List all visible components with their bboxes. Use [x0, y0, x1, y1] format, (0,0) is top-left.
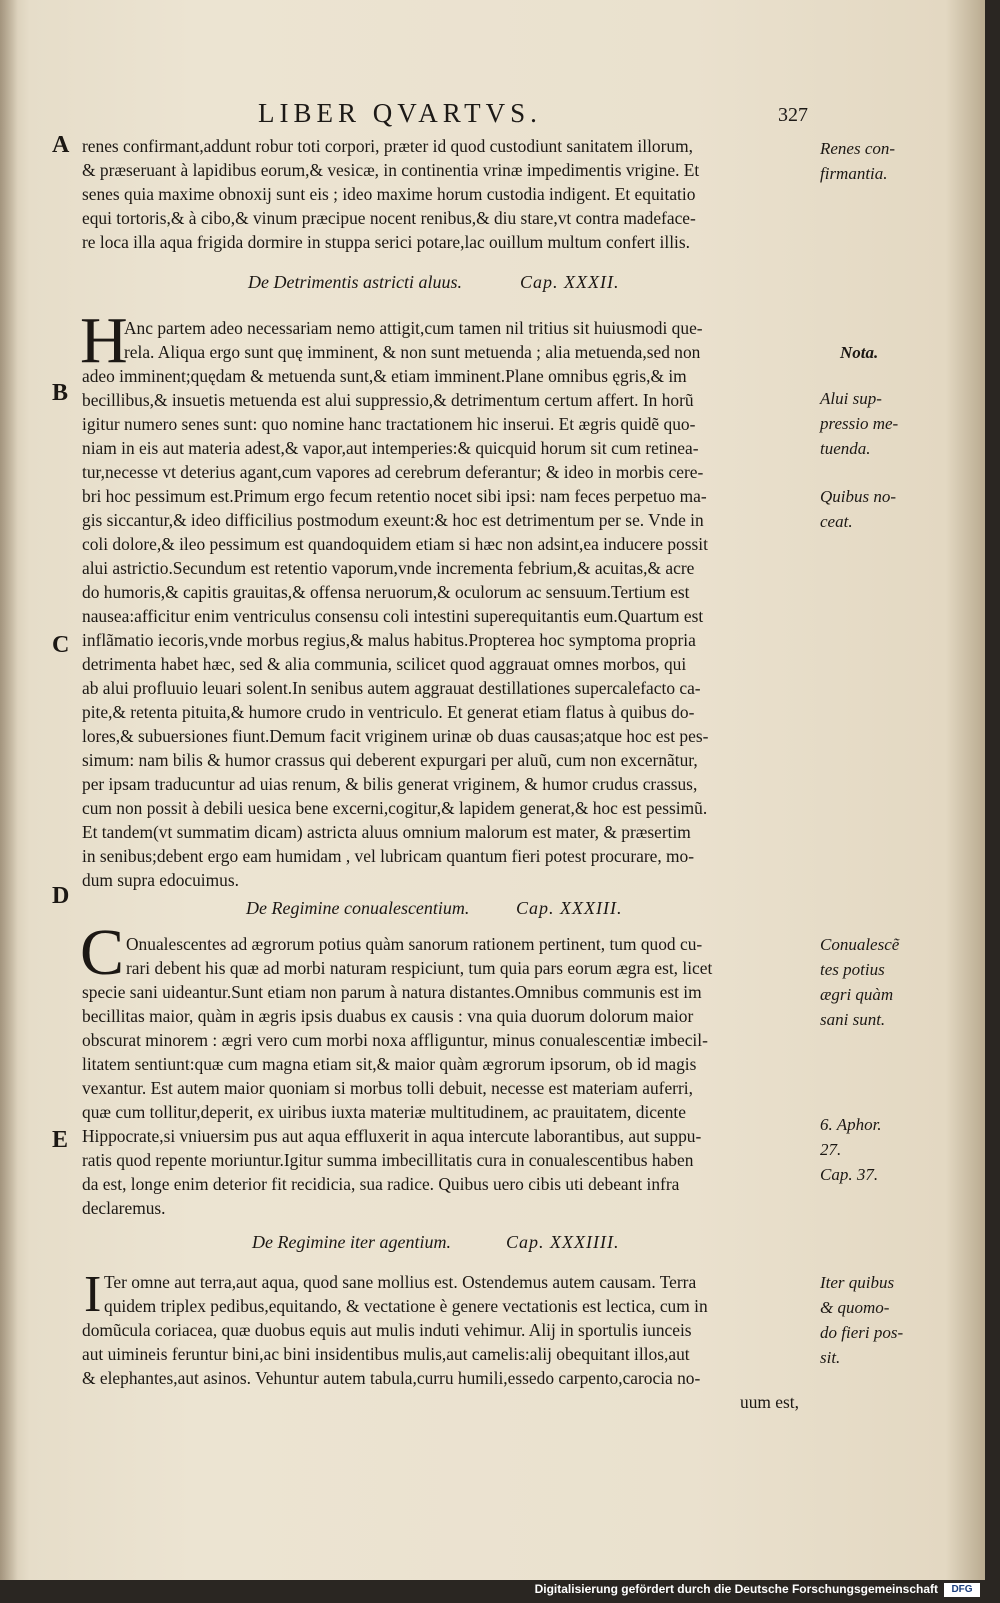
- text-line: & præseruant à lapidibus eorum,& vesicæ, in continentia vrinæ impedimentis vrigine. Et: [82, 160, 700, 180]
- text-line: in senibus;debent ergo eam humidam , vel lubricam quantum fieri potest procurare, mo-: [82, 846, 695, 866]
- text-line: & elephantes,aut asinos. Vehuntur autem tabula,curru humili,essedo carpento,carocia no-: [82, 1368, 701, 1388]
- margin-note-line: pressio me-: [820, 414, 899, 433]
- text-line: senes quia maxime obnoxij sunt eis ; ideo maxime horum custodia indigent. Et equitatio: [82, 184, 696, 204]
- chapter-title: De Detrimentis astricti aluus.: [248, 272, 462, 292]
- text-line: per ipsam traducuntur ad uias renum, & bilis generat vriginem, & humor crudus crassus,: [82, 774, 698, 794]
- margin-note-line: Nota.: [840, 343, 879, 362]
- text-line: obscurat minorem : ægri vero cum morbi noxa affliguntur, minus conualescentiæ imbecil-: [82, 1030, 708, 1050]
- text-line: gis siccantur,& ideo difficilius postmodum exeunt:& hoc est detrimentum per se. Vnde in: [82, 510, 704, 530]
- chapter-title: De Regimine iter agentium.: [252, 1232, 451, 1252]
- text-line: bri hoc pessimum est.Primum ergo fecum retentio nocet sibi ipsi: nam feces perpetuo ma-: [82, 486, 707, 506]
- text-line: nausea:afficitur enim ventriculus consensu coli intestini superequitantis eum.Quartum est: [82, 606, 704, 626]
- text-line: tur,necesse vt deterius agant,cum vapores ad cerebrum deferantur; & ideo in morbis cere-: [82, 462, 704, 482]
- margin-note: [820, 1270, 903, 1370]
- margin-note: [820, 136, 895, 186]
- text-line: vexantur. Est autem maior quoniam si morbus tolli debuit, necesse est materiam auferri,: [82, 1078, 693, 1098]
- text-line: cum non possit à debili uesica bene excerni,cogitur,& lapidem generat,& hoc est pessimũ.: [82, 798, 708, 818]
- text-line: ratis quod repente moriuntur.Igitur summa imbecillitatis cura in conualescentibus haben: [82, 1150, 694, 1170]
- margin-note: [840, 340, 878, 365]
- text-line: Onualescentes ad ægrorum potius quàm sanorum rationem pertinent, tum quod cu-: [126, 934, 703, 954]
- drop-initial: I: [84, 1266, 102, 1323]
- margin-note-line: tuenda.: [820, 439, 871, 458]
- text-line: equi tortoris,& à cibo,& vinum præcipue nocent renibus,& diu stare,vt contra madeface-: [82, 208, 696, 228]
- text-line: Ter omne aut terra,aut aqua, quod sane mollius est. Ostendemus autem causam. Terra: [104, 1272, 697, 1292]
- text-line: lores,& subuersiones fiunt.Demum facit vriginem urinæ ob duas causas;atque hoc est pes-: [82, 726, 709, 746]
- margin-note-line: 6. Aphor.: [820, 1115, 882, 1134]
- section-letter-e: E: [52, 1127, 69, 1153]
- section-letter-c: C: [52, 632, 70, 658]
- text-line: detrimenta habet hæc, sed & alia communia, scilicet quod aggrauat omnes morbos, qui: [82, 654, 687, 674]
- margin-note-line: Iter quibus: [820, 1273, 895, 1292]
- margin-note-line: Alui sup-: [820, 389, 882, 408]
- text-line: quæ cum tollitur,deperit, ex uiribus iuxta materiæ multitudinem, ac prauitatem, dicente: [82, 1102, 686, 1122]
- drop-initial: C: [80, 916, 125, 989]
- section-letter-b: B: [52, 380, 69, 406]
- text-line: Hippocrate,si vniuersim pus aut aqua effluxerit in aqua intercute laborantibus, aut suppu-: [82, 1126, 702, 1146]
- text-line: coli dolore,& ileo pessimum est quandoquidem etiam si hæc non adsint,ea inducere possit: [82, 534, 708, 554]
- text-line: rela. Aliqua ergo sunt quę imminent, & non sunt metuenda ; alia metuenda,sed non: [124, 342, 701, 362]
- margin-note-line: ceat.: [820, 512, 853, 531]
- margin-note: [820, 386, 898, 461]
- margin-note-line: sani sunt.: [820, 1010, 886, 1029]
- margin-note-line: sit.: [820, 1348, 841, 1367]
- text-line: simum: nam bilis & humor crassus qui deberent expurgari per aluũ, cum non excernãtur,: [82, 750, 698, 770]
- footer-text: Digitalisierung gefördert durch die Deutsche Forschungsgemeinschaft: [534, 1582, 938, 1596]
- text-line: litatem sentiunt:quæ cum magna etiam sit,& maior quàm ægrorum ipsorum, ob id magis: [82, 1054, 697, 1074]
- running-head: LIBER QVARTVS.: [258, 98, 542, 128]
- text-line: dum supra edocuimus.: [82, 870, 239, 890]
- chapter-number: Cap. XXXIII.: [516, 898, 623, 918]
- text-line: igitur numero senes sunt: quo nomine hanc tractationem hic inserui. Et ægris quidẽ quo-: [82, 414, 696, 434]
- text-line: re loca illa aqua frigida dormire in stuppa serici potare,lac ouillum multum confert illis.: [82, 232, 691, 252]
- dfg-logo: DFG: [944, 1583, 980, 1597]
- margin-note-line: firmantia.: [820, 164, 888, 183]
- text-line: Et tandem(vt summatim dicam) astricta aluus omnium malorum est mater, & præsertim: [82, 822, 691, 842]
- margin-note-line: & quomo-: [820, 1298, 890, 1317]
- margin-note-line: 27.: [820, 1140, 842, 1159]
- margin-note-line: Conualescẽ: [820, 935, 900, 954]
- text-line: becillitas maior, quàm in ægris ipsis duabus ex causis : vna quia duorum dolorum maior: [82, 1006, 694, 1026]
- text-line: ab alui profluuio leuari solent.In senibus autem aggrauat destillationes supercalefacto ca-: [82, 678, 701, 698]
- page-edge-shadow: [0, 0, 18, 1580]
- chapter-title: De Regimine conualescentium.: [246, 898, 470, 918]
- margin-note-line: ægri quàm: [820, 985, 894, 1004]
- text-line: aut uimineis feruntur bini,ac bini insidentibus mulis,aut camelis:alij obequitant illos,aut: [82, 1344, 690, 1364]
- margin-note: [820, 932, 899, 1032]
- margin-note-line: Renes con-: [820, 139, 896, 158]
- margin-note-line: do fieri pos-: [820, 1323, 904, 1342]
- text-line: alui astrictio.Secundum est retentio vaporum,vnde incrementa febrium,& acuitas,& acre: [82, 558, 695, 578]
- margin-note-line: Cap. 37.: [820, 1165, 879, 1184]
- section-letter-d: D: [52, 883, 70, 909]
- margin-note-line: Quibus no-: [820, 487, 897, 506]
- text-line: inflãmatio iecoris,vnde morbus regius,& malus habitus.Propterea hoc symptoma propria: [82, 630, 696, 650]
- text-line: niam in eis aut materia adest,& vapor,aut intemperies:& quicquid horum sit cum retinea-: [82, 438, 699, 458]
- page-number: 327: [778, 104, 808, 126]
- text-line: adeo imminent;quędam & metuenda sunt,& etiam imminent.Plane omnibus ęgris,& im: [82, 366, 687, 386]
- text-line: uum est,: [740, 1392, 799, 1412]
- text-line: quidem triplex pedibus,equitando, & vectatione è genere vectationis est lectica, cum in: [104, 1296, 708, 1316]
- text-line: Anc partem adeo necessariam nemo attigit,cum tamen nil tritius sit huiusmodi que-: [124, 318, 703, 338]
- chapter-number: Cap. XXXII.: [520, 272, 620, 292]
- section-letter-a: A: [52, 132, 70, 158]
- text-line: do humoris,& capitis grauitas,& offensa neruorum,& oculorum ac sensuum.Tertium est: [82, 582, 690, 602]
- chapter-number: Cap. XXXIIII.: [506, 1232, 620, 1252]
- text-line: rari debent his quæ ad morbi naturam respiciunt, tum quia pars eorum ægra est, licet: [126, 958, 713, 978]
- text-line: declaremus.: [82, 1198, 166, 1218]
- margin-note: [820, 484, 896, 534]
- text-line: pite,& retenta pituita,& humore crudo in ventriculo. Et generat etiam flatus à quibus do-: [82, 702, 695, 722]
- text-line: da est, longe enim deterior fit recidicia, sua radice. Quibus uero cibis uti debeant infra: [82, 1174, 680, 1194]
- text-line: becillibus,& insuetis metuenda est alui suppressio,& detrimentum certum affert. In horũ: [82, 390, 694, 410]
- text-line: domũcula coriacea, quæ duobus equis aut mulis induti vehimur. Alij in sportulis iunceis: [82, 1320, 692, 1340]
- margin-note: [820, 1112, 882, 1187]
- margin-note-line: tes potius: [820, 960, 885, 979]
- text-line: renes confirmant,addunt robur toti corpori, præter id quod custodiunt sanitatem illorum,: [82, 136, 693, 156]
- text-line: specie sani uideantur.Sunt etiam non parum à natura distantes.Omnibus communis est im: [82, 982, 702, 1002]
- drop-initial: H: [80, 304, 128, 377]
